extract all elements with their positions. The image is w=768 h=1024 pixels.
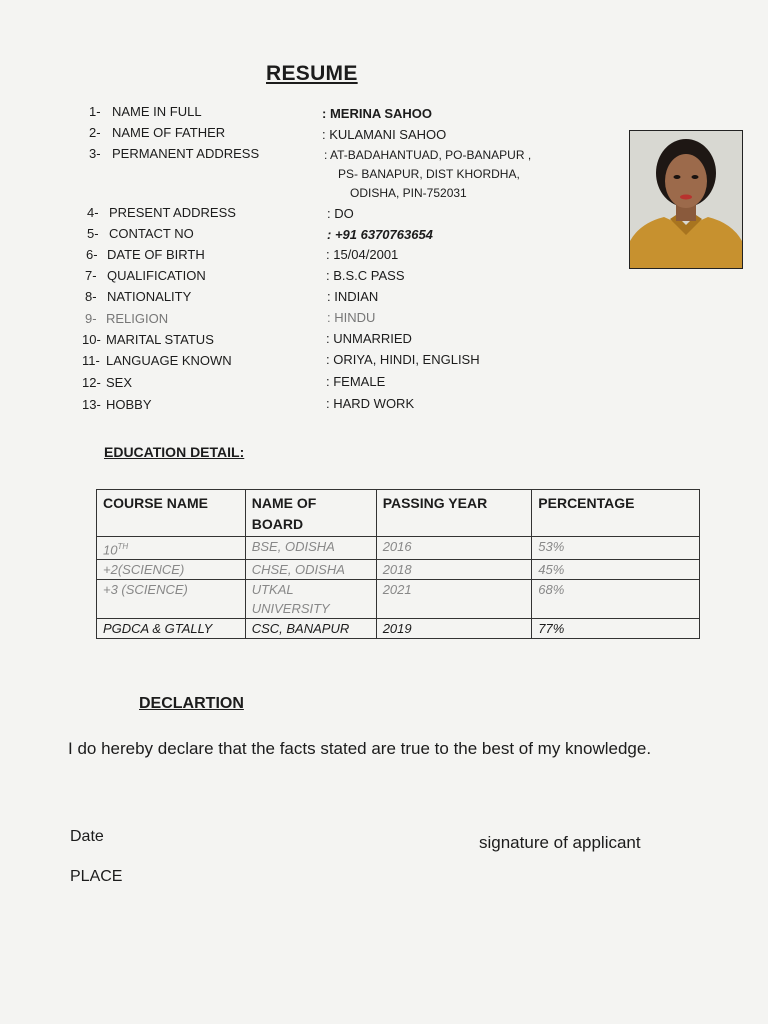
signature-label: signature of applicant: [479, 833, 641, 852]
item-number: 9-: [85, 311, 97, 326]
item-label: PERMANENT ADDRESS: [112, 146, 260, 161]
item-value: : AT-BADAHANTUAD, PO-BANAPUR ,: [324, 148, 532, 162]
item-number: 10-: [82, 332, 101, 347]
item-label: LANGUAGE KNOWN: [106, 353, 232, 368]
item-number: 5-: [87, 226, 99, 241]
item-number: 11-: [82, 353, 100, 368]
item-value: : MERINA SAHOO: [322, 106, 433, 121]
item-label: NATIONALITY: [107, 289, 192, 304]
percentage-cell: 45%: [532, 560, 700, 580]
item-label: RELIGION: [106, 311, 169, 326]
percentage-cell: 68%: [532, 580, 700, 619]
board-cell: CSC, BANAPUR: [245, 619, 376, 639]
item-label: CONTACT NO: [109, 226, 194, 241]
item-label: PRESENT ADDRESS: [109, 205, 236, 220]
course-cell: +3 (SCIENCE): [97, 580, 246, 619]
item-number: 4-: [87, 205, 99, 220]
item-label: HOBBY: [106, 397, 152, 412]
item-number: 12-: [82, 375, 101, 390]
item-label: QUALIFICATION: [107, 268, 206, 283]
table-row: [97, 560, 700, 580]
education-heading: EDUCATION DETAIL:: [104, 444, 245, 460]
education-table: [96, 489, 700, 639]
course-cell: [97, 537, 246, 560]
item-number: 1-: [89, 104, 101, 119]
item-label: NAME IN FULL: [112, 104, 202, 119]
year-cell: 2018: [376, 560, 532, 580]
item-value: : B.S.C PASS: [326, 268, 405, 283]
item-number: 3-: [89, 146, 101, 161]
declaration-heading: DECLARTION: [139, 695, 244, 712]
declaration-text: I do hereby declare that the facts stated are true to the best of my knowledge.: [68, 739, 652, 758]
applicant-photo: [629, 130, 743, 269]
item-number: 8-: [85, 289, 97, 304]
item-number: 13-: [82, 397, 101, 412]
item-value: : UNMARRIED: [326, 331, 412, 346]
board-cell: BSE, ODISHA: [245, 537, 376, 560]
year-cell: 2021: [376, 580, 532, 619]
percentage-cell: 77%: [532, 619, 700, 639]
course-superscript: TH: [117, 542, 129, 551]
date-label: Date: [70, 828, 104, 845]
item-label: MARITAL STATUS: [106, 332, 214, 347]
item-value: : 15/04/2001: [326, 247, 399, 262]
column-header: NAME OF BOARD: [245, 490, 376, 537]
address-line: PS- BANAPUR, DIST KHORDHA,: [338, 167, 520, 181]
item-number: 6-: [86, 247, 98, 262]
column-header: COURSE NAME: [97, 490, 246, 537]
course-text: 10: [103, 542, 118, 558]
portrait-icon: [630, 131, 742, 268]
item-value: : KULAMANI SAHOO: [322, 127, 447, 142]
year-cell: 2019: [376, 619, 532, 639]
table-header-row: [97, 490, 700, 537]
place-label: PLACE: [70, 868, 123, 885]
item-label: SEX: [106, 375, 133, 390]
table-row: [97, 619, 700, 639]
item-label: NAME OF FATHER: [112, 125, 226, 140]
column-header: PASSING YEAR: [376, 490, 532, 537]
item-number: 7-: [85, 268, 97, 283]
column-header: PERCENTAGE: [532, 490, 700, 537]
board-cell: UTKAL UNIVERSITY: [245, 580, 376, 619]
item-value: : DO: [327, 206, 354, 221]
table-row: [97, 537, 700, 560]
course-cell: +2(SCIENCE): [97, 560, 246, 580]
table-row: [97, 580, 700, 619]
item-value: : HINDU: [327, 310, 376, 325]
resume-title: RESUME: [266, 62, 358, 85]
course-cell: PGDCA & GTALLY: [97, 619, 246, 639]
item-value: : +91 6370763654: [327, 227, 433, 242]
item-number: 2-: [89, 125, 101, 140]
item-value: : INDIAN: [327, 289, 379, 304]
board-cell: CHSE, ODISHA: [245, 560, 376, 580]
item-value: : HARD WORK: [326, 396, 415, 411]
percentage-cell: 53%: [532, 537, 700, 560]
item-value: : ORIYA, HINDI, ENGLISH: [326, 352, 480, 367]
year-cell: 2016: [376, 537, 532, 560]
item-value: : FEMALE: [326, 374, 386, 389]
item-label: DATE OF BIRTH: [107, 247, 205, 262]
address-line: ODISHA, PIN-752031: [350, 186, 467, 200]
